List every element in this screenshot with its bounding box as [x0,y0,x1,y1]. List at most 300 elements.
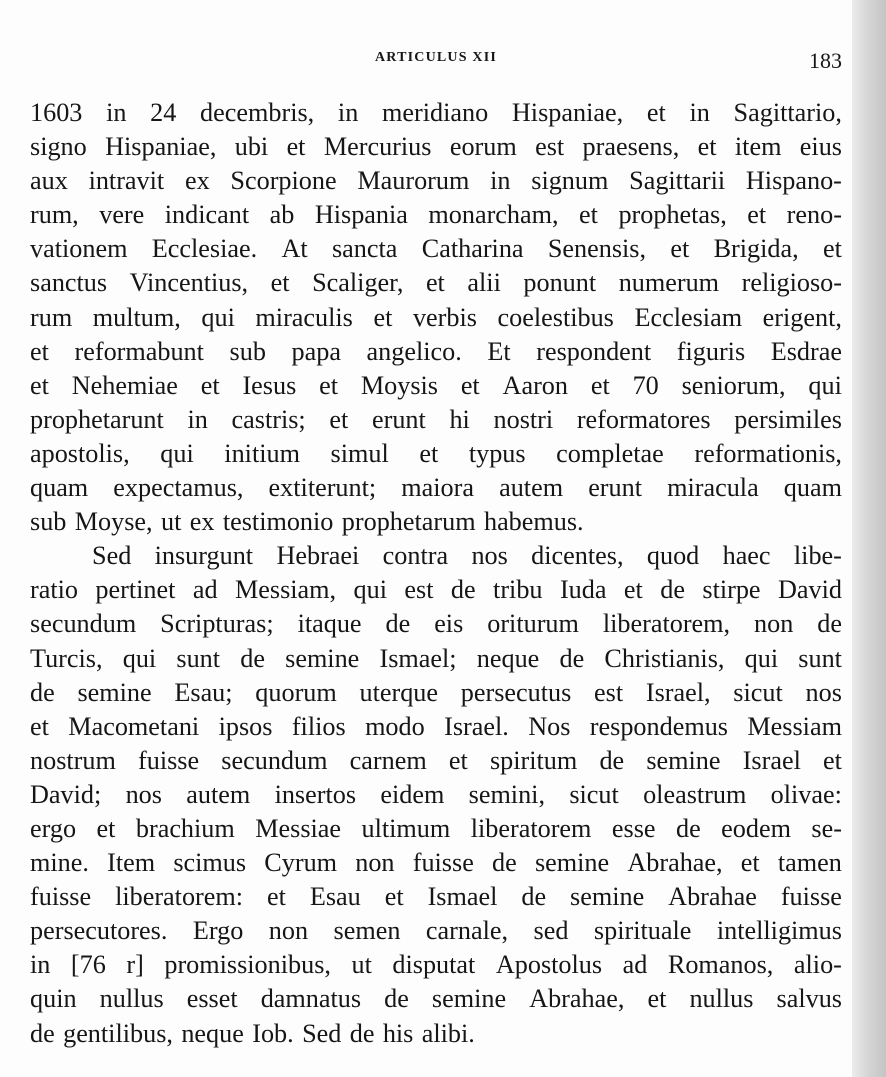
word: expectamus, [113,473,244,503]
word: spiritum [489,745,578,775]
word: prophetarum [341,507,476,537]
word: intelligimus [716,916,842,946]
word: est [594,677,624,707]
word: multum, [92,302,181,332]
word: quam [783,473,842,503]
word: reformationis, [694,438,842,468]
word: signo [30,132,87,162]
word: semine [570,882,645,912]
text-line [30,778,842,812]
word: disputat [392,950,476,980]
word: monarcham, [428,200,559,230]
word: erunt [371,404,426,434]
word: semine [534,848,610,878]
word: de [385,609,411,639]
word: scimus [173,848,247,878]
word: eius [799,132,842,162]
word: indicant [164,200,250,230]
word: alio- [793,950,842,980]
word: miraculis [255,302,353,332]
word: et [623,575,643,605]
word: et [373,302,393,332]
word: libe- [793,541,842,571]
word: Abrahae, [627,848,723,878]
word: maiora [401,473,474,503]
word: nostri [493,404,554,434]
text-line [30,369,842,403]
word: secundum [221,745,328,775]
paragraph [30,96,842,539]
word: in [490,166,511,196]
word: vationem [30,234,128,264]
word: et [329,404,349,434]
word: At [281,234,308,264]
word: verbis [412,302,477,332]
word: ut [351,950,372,980]
word: 70 [632,370,659,400]
text-line [30,437,842,471]
word: de [660,575,685,605]
text-line [30,744,842,778]
word: Et [487,336,511,366]
word: vere [99,200,145,230]
word: in [337,98,359,127]
word: Catharina [421,234,524,264]
word: ergo [30,813,77,843]
text-line [30,642,842,676]
word: dicentes, [531,541,624,571]
word: Moysis [360,370,438,400]
word: Abrahae [668,882,757,912]
word: insurgunt [154,541,254,571]
word: de [349,1018,375,1048]
word: et [740,848,760,878]
word: Esdrae [770,336,842,366]
word: semine [77,677,152,707]
word: in [30,950,51,980]
text-line [30,607,842,641]
word: aux [30,166,68,196]
word: eodem [721,813,791,843]
text-line [30,266,842,300]
word: esse [611,813,656,843]
word: Ergo [192,916,244,946]
word: erunt [588,473,642,503]
word: Senensis, [547,234,647,264]
word: ponunt [523,268,597,298]
word: ultimum [361,813,451,843]
word: semine [285,643,360,673]
word: et [30,370,49,400]
word: et [823,234,842,264]
word: intravit [88,166,165,196]
word: est [404,575,434,605]
word: eis [434,609,464,639]
word: et [270,268,290,298]
word: et [448,745,468,775]
word: reformabunt [74,336,204,366]
word: et [590,370,610,400]
word: spirituale [593,916,692,946]
text-line [30,846,842,880]
word: Ismael [427,882,498,912]
word: Messiae [255,813,342,843]
word: eorum [449,132,517,162]
word: initium [224,438,300,468]
word: et [425,268,445,298]
word: tamen [777,848,842,878]
word: brachium [135,813,235,843]
word: et [319,370,339,400]
word: in [187,404,208,434]
word: Apostolus [495,950,603,980]
word: salvus [776,984,842,1014]
word: 1603 [30,98,83,127]
word: simul [330,438,389,468]
word: respondemus [589,711,728,741]
word: sub [30,507,67,537]
word: ex [189,507,215,537]
word: Brigida, [713,234,799,264]
word: ad [192,575,218,605]
word: oleastrum [643,779,747,809]
word: neque [181,1018,244,1048]
word: Abrahae, [529,984,625,1014]
word: eidem [380,779,445,809]
word: ratio [30,575,78,605]
word: sicut [569,779,619,809]
word: mine. [30,848,89,878]
text-line [30,130,842,164]
word: qui [353,575,387,605]
word: de [521,882,547,912]
word: Iob. [252,1018,294,1048]
text-line [30,301,842,335]
word: Item [107,848,156,878]
word: Christianis, [604,643,725,673]
word: rum [30,302,73,332]
word: de [817,609,842,639]
word: hi [449,404,470,434]
word: filios [291,711,346,741]
text-line [30,812,842,846]
word: Nehemiae [71,370,178,400]
word: quin [30,984,77,1014]
text-line [30,539,842,573]
word: sancta [331,234,398,264]
word: carnale, [425,916,509,946]
word: Israel [742,745,801,775]
text-line [30,335,842,369]
page-number: 183 [809,48,842,73]
word: de [450,575,476,605]
word: fuisse [138,745,200,775]
word: meridiano [382,98,489,127]
word: persimiles [734,404,842,434]
word: qui [122,643,157,673]
word: David [777,575,842,605]
word: prophetas, [618,200,727,230]
word: testimonio [222,507,334,537]
word: de [559,643,585,673]
word: tribu [493,575,543,605]
word: et [267,882,286,912]
text-line [30,982,842,1016]
word: Scaliger, [312,268,404,298]
word: erigent, [762,302,842,332]
word: Turcis, [30,643,103,673]
word: et [200,370,220,400]
word: Hispaniae, [511,98,624,127]
word: olivae: [770,779,842,809]
text-line [30,948,842,982]
word: nullus [99,984,164,1014]
word: Israel. [444,711,509,741]
word: ab [269,200,295,230]
word: oriturum [487,609,579,639]
word: liberatorem: [115,882,244,912]
word: Hispaniae, [105,132,217,162]
word: et [286,132,306,162]
word: 24 [150,98,177,127]
word: Iuda [559,575,607,605]
word: nostrum [30,745,116,775]
word: modo [365,711,425,741]
word: sub [229,336,266,366]
word: Mercurius [323,132,432,162]
word: ex [184,166,210,196]
word: non [754,609,794,639]
word: de [599,745,625,775]
word: stirpe [702,575,761,605]
word: Cyrum [264,848,338,878]
word: qui [160,438,194,468]
word: Esau; [174,677,233,707]
word: qui [201,302,235,332]
word: Messiam [747,711,842,741]
word: et [670,234,690,264]
word: de [240,643,265,673]
word: ut [160,507,182,537]
word: et [419,438,439,468]
word: decembris, [200,98,315,127]
body-text [30,96,842,1051]
word: nos [805,677,842,707]
word: uterque [359,677,439,707]
text-line [30,573,842,607]
word: secundum [30,609,137,639]
word: praesens, [582,132,680,162]
word: coelestibus [497,302,614,332]
word: autem [186,779,251,809]
word: sanctus [30,268,108,298]
word: de [492,848,517,878]
word: Sed [92,541,132,571]
word: non [268,916,309,946]
word: persecutores. [30,916,168,946]
adjacent-page-edge [852,0,886,1077]
word: Ismael; [379,643,457,673]
text-line [30,232,842,266]
word: Romanos, [667,950,774,980]
word: Macometani [68,711,200,741]
word: et [647,984,667,1014]
word: alii [467,268,501,298]
word: nos [471,541,508,571]
word: Ecclesiae. [151,234,258,264]
word: de [675,813,701,843]
word: sed [533,916,569,946]
word: ipsos [218,711,273,741]
word: semine [431,984,507,1014]
word: angelico. [366,336,462,366]
word: haec [722,541,771,571]
word: in [689,98,710,127]
word: gentilibus, [63,1018,173,1048]
word: Sed [302,1018,342,1048]
running-title: ARTICULUS XII [374,50,498,65]
word: semen [333,916,401,946]
word: sicut [733,677,783,707]
word: nos [125,779,162,809]
text-line [30,676,842,710]
word: nullus [689,984,754,1014]
text-line [30,198,842,232]
paragraph [30,539,842,1050]
word: completae [556,438,664,468]
word: papa [291,336,341,366]
word: se- [811,813,842,843]
word: seniorum, [681,370,786,400]
word: Hispano- [745,166,842,196]
word: Messiam, [234,575,337,605]
word: quam [30,473,89,503]
word: ubi [234,132,269,162]
word: semine [646,745,721,775]
word: neque [476,643,540,673]
word: et [96,813,116,843]
text-line [30,96,842,130]
word: Hebraei [276,541,360,571]
word: alibi. [421,1018,475,1048]
word: contra [382,541,449,571]
word: esset [186,984,238,1014]
word: Sagittarii [629,166,726,196]
word: et [579,200,598,230]
word: Moyse, [74,507,153,537]
word: itaque [297,609,362,639]
word: [76 [70,950,106,980]
word: autem [499,473,564,503]
word: Sagittario, [733,98,842,127]
word: de [30,677,55,707]
word: apostolis, [30,438,130,468]
word: item [734,132,782,162]
word: Vincentius, [129,268,249,298]
word: quod [646,541,700,571]
word: castris; [231,404,306,434]
text-line [30,880,842,914]
word: religioso- [741,268,842,298]
word: numerum [618,268,720,298]
word: et [30,336,49,366]
text-line [30,914,842,948]
word: qui [744,643,779,673]
word: de [384,984,409,1014]
word: extiterunt; [268,473,377,503]
text-line [30,710,842,744]
text-line [30,164,842,198]
word: et [823,745,842,775]
text-line [30,471,842,505]
word: r] [126,950,144,980]
word: Scorpione [230,166,337,196]
word: his [382,1018,414,1048]
word: fuisse [412,848,474,878]
word: Aaron [502,370,568,400]
word: typus [468,438,526,468]
word: Nos [528,711,571,741]
word: pertinet [95,575,176,605]
word: non [355,848,395,878]
word: reno- [786,200,842,230]
word: et [747,200,767,230]
word: Scripturas; [160,609,274,639]
word: Esau [309,882,361,912]
word: figuris [676,336,746,366]
word: de [30,1018,55,1048]
word: persecutus [460,677,572,707]
word: liberatorem [470,813,592,843]
word: sunt [798,643,842,673]
text-line [30,403,842,437]
word: damnatus [260,984,362,1014]
word: ad [622,950,648,980]
word: et [697,132,717,162]
word: quorum [255,677,337,707]
word: David; [30,779,102,809]
word: rum, [30,200,79,230]
word: fuisse [30,882,92,912]
word: miracula [667,473,759,503]
word: promissionibus, [164,950,331,980]
text-line [30,505,842,539]
word: liberatorem, [602,609,731,639]
word: Israel, [645,677,711,707]
word: Hispania [314,200,408,230]
word: Iesus [242,370,297,400]
word: insertos [274,779,357,809]
word: est [535,132,565,162]
word: Maurorum [357,166,470,196]
word: habemus. [483,507,584,537]
running-head [30,46,842,76]
word: et [646,98,666,127]
word: in [106,98,127,127]
word: et [384,882,404,912]
word: respondent [536,336,652,366]
word: et [460,370,480,400]
word: fuisse [780,882,842,912]
text-line [30,1017,842,1051]
word: semini, [468,779,546,809]
word: reformatores [576,404,711,434]
word: carnem [349,745,427,775]
word: Ecclesiam [634,302,743,332]
word: prophetarunt [30,404,164,434]
word: signum [531,166,609,196]
word: sunt [176,643,221,673]
